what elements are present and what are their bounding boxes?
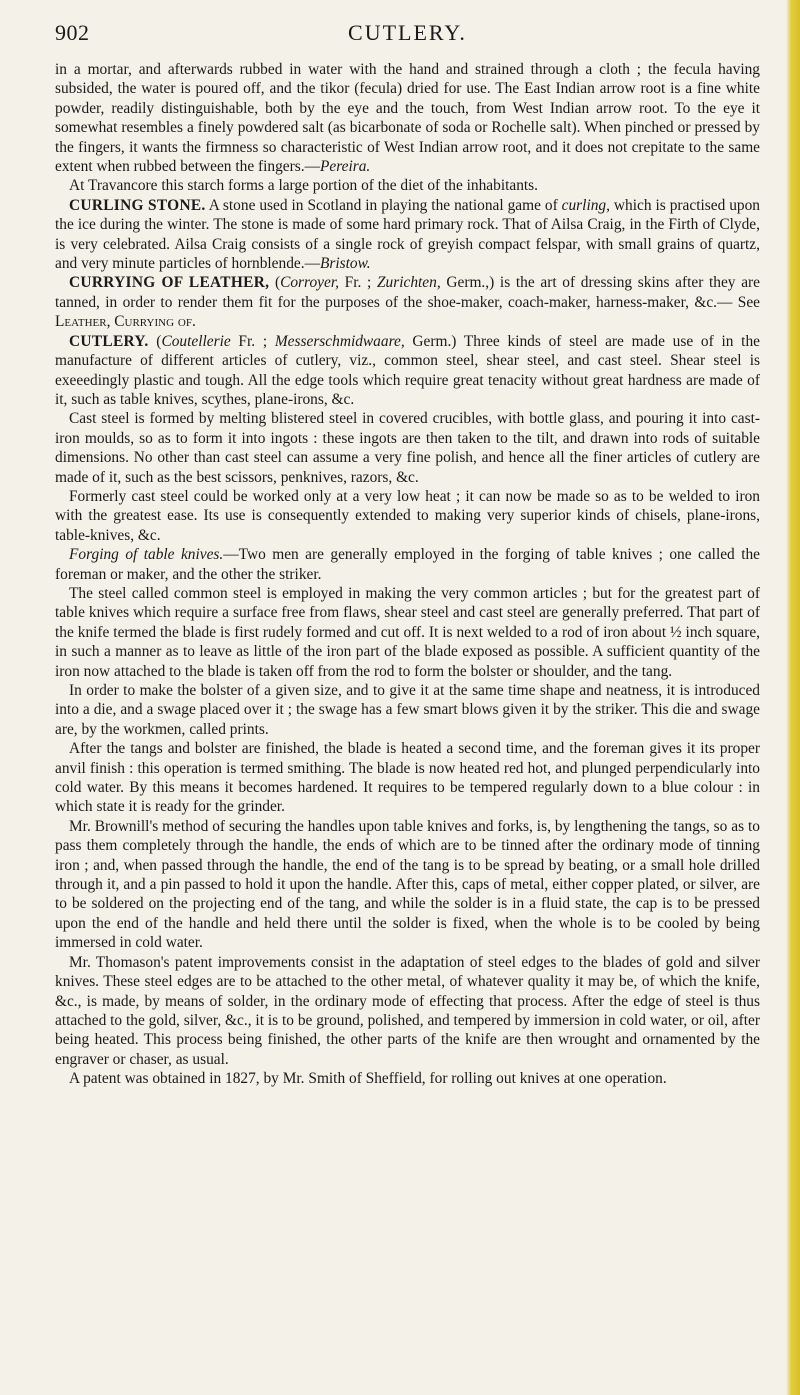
text-run: —Two men are generally employed in the forging of table knives ; one called the foreman or maker, and the other the striker. — [55, 546, 760, 583]
italic-text: curling, — [561, 196, 610, 214]
paragraph — [55, 196, 760, 274]
paragraph — [55, 739, 760, 817]
text-run: Formerly cast steel could be worked only at a very low heat ; it can now be made so as to be welded to iron with the greatest ease. Its use is consequently extended to making very superior kinds of chisels, plane-irons, table-knives, &c. — [55, 487, 760, 544]
italic-text: Forging of table knives. — [69, 546, 224, 564]
paragraph — [55, 953, 760, 1069]
entry-headword: CUTLERY. — [69, 332, 149, 350]
paragraph — [55, 487, 760, 545]
italic-text: Pereira. — [319, 158, 371, 176]
italic-text: Corroyer, — [280, 274, 339, 292]
paragraph — [55, 409, 760, 487]
running-head — [55, 20, 760, 56]
text-run: which is practised upon the ice during the winter. The stone is made of some hard primary rock. That of Ailsa Craig, in the Firth of Clyde, is very celebrated. Ailsa Craig consists of a single rock of greyish compact felspar, with small grains of quartz, and very minute particles of hornblende.— — [55, 196, 760, 273]
text-run: Fr. ; — [230, 332, 275, 350]
text-run: Germ.,) is the art of dressing skins after they are tanned, in order to render them fit for the purposes of the shoe-maker, coach-maker, harness-maker, &c.— See — [55, 274, 760, 311]
paragraph — [55, 176, 760, 195]
paragraph — [55, 332, 760, 410]
paragraph — [55, 60, 760, 176]
text-run: ( — [269, 274, 281, 292]
paragraph — [55, 273, 760, 331]
italic-text: Coutellerie — [161, 332, 231, 350]
paragraph — [55, 681, 760, 739]
italic-text: Messerschmidwaare, — [274, 332, 405, 350]
text-run: At Travancore this starch forms a large portion of the diet of the inhabitants. — [69, 177, 539, 195]
paragraph — [55, 1069, 760, 1088]
text-run: ( — [148, 332, 162, 350]
entry-headword: CURLING STONE. — [69, 196, 206, 214]
cross-reference: Leather, Currying of. — [55, 313, 196, 331]
text-run: in a mortar, and afterwards rubbed in water with the hand and strained through a cloth ; the fecula having subsided, the water is poured off, and the tikor (fecula) dried for use. The East Indian arrow root is a fine white powder, readily distinguishable, both by the eye and the touch, from West Indian arrow root. To the eye it somewhat resembles a finely powdered salt (as bicarbonate of soda or Rochelle salt). When pinched or pressed by the fingers, it wants the firmness so characteristic of West Indian arrow root, and it does not crepitate to the same extent when rubbed between the fingers.— — [55, 61, 760, 176]
text-run: A stone used in Scotland in playing the national game of — [205, 196, 562, 214]
text-run: Mr. Brownill's method of securing the handles upon table knives and forks, is, by lengthening the tangs, so as to pass them completely through the handle, the ends of which are to be tinned after the ordinary mode of tinning iron ; and, when passed through the handle, the end of the tang is to be spread by beating, or a small hole drilled through it, and a pin passed to hold it upon the handle. After this, caps of metal, either copper plated, or silver, are to be soldered on the projecting end of the tang, and while the solder is in a fluid state, the cap is to be pressed upon the end of the handle and held there until the solder is fixed, when the whole is to be cooled by being immersed in cold water. — [55, 817, 760, 952]
text-run: Cast steel is formed by melting blistered steel in covered crucibles, with bottle glass, and pouring it into cast-iron moulds, so as to form it into ingots : these ingots are then taken to the tilt, and drawn into rods of suitable dimensions. No other than cast steel can assume a very fine polish, and hence all the finer articles of cutlery are made of it, such as the best scissors, penknives, razors, &c. — [55, 410, 760, 486]
body-text — [55, 60, 760, 1089]
italic-text: Zurichten, — [376, 274, 441, 292]
running-title: CUTLERY. — [348, 20, 467, 45]
text-run: Fr. ; — [338, 274, 377, 292]
text-run: After the tangs and bolster are finished, the blade is heated a second time, and the foreman gives it its proper anvil finish : this operation is termed smithing. The blade is now heated red hot, and plunged perpendicularly into cold water. By this means it becomes hardened. It requires to be tempered regularly down to a blue colour : in which state it is ready for the grinder. — [55, 740, 760, 816]
page-number: 902 — [55, 20, 90, 45]
text-run: Germ.) Three kinds of steel are made use of in the manufacture of different articles of cutlery, viz., common steel, shear steel, and cast steel. Shear steel is exeeedingly plastic and tough. All the edge tools which require great tenacity without great hardness are made of it, such as table knives, scythes, plane-irons, &c. — [55, 332, 760, 408]
text-run: In order to make the bolster of a given size, and to give it at the same time shape and neatness, it is introduced into a die, and a swage placed over it ; the swage has a few smart blows given it by the striker. This die and swage are, by the workmen, called prints. — [55, 682, 760, 738]
paragraph — [55, 545, 760, 584]
text-run: Mr. Thomason's patent improvements consist in the adaptation of steel edges to the blades of gold and silver knives. These steel edges are to be attached to the other metal, of whatever quality it may be, of which the knife, &c., is made, by means of solder, in the ordinary mode of effecting that process. After the edge of steel is thus attached to the gold, silver, &c., it is to be ground, polished, and tempered by immersion in cold water, or oil, after being heated. This process being finished, the other parts of the knife are then wrought and ornamented by the engraver or chaser, as usual. — [55, 953, 760, 1068]
text-run: A patent was obtained in 1827, by Mr. Smith of Sheffield, for rolling out knives at one operation. — [69, 1070, 667, 1088]
paragraph — [55, 584, 760, 681]
paragraph — [55, 817, 760, 953]
text-run: The steel called common steel is employed in making the very common articles ; but for the greatest part of table knives which require a surface free from flaws, shear steel and cast steel are generally preferred. That part of the knife termed the blade is first rudely formed and cut off. It is next welded to a rod of iron about ½ inch square, in such a manner as to leave as little of the iron part of the blade exposed as possible. A sufficient quantity of the iron now attached to the blade is taken off from the rod to form the bolster or shoulder, and the tang. — [55, 584, 760, 680]
entry-headword: CURRYING OF LEATHER, — [69, 274, 270, 292]
page-edge — [786, 0, 800, 1395]
italic-text: Bristow. — [319, 255, 371, 273]
